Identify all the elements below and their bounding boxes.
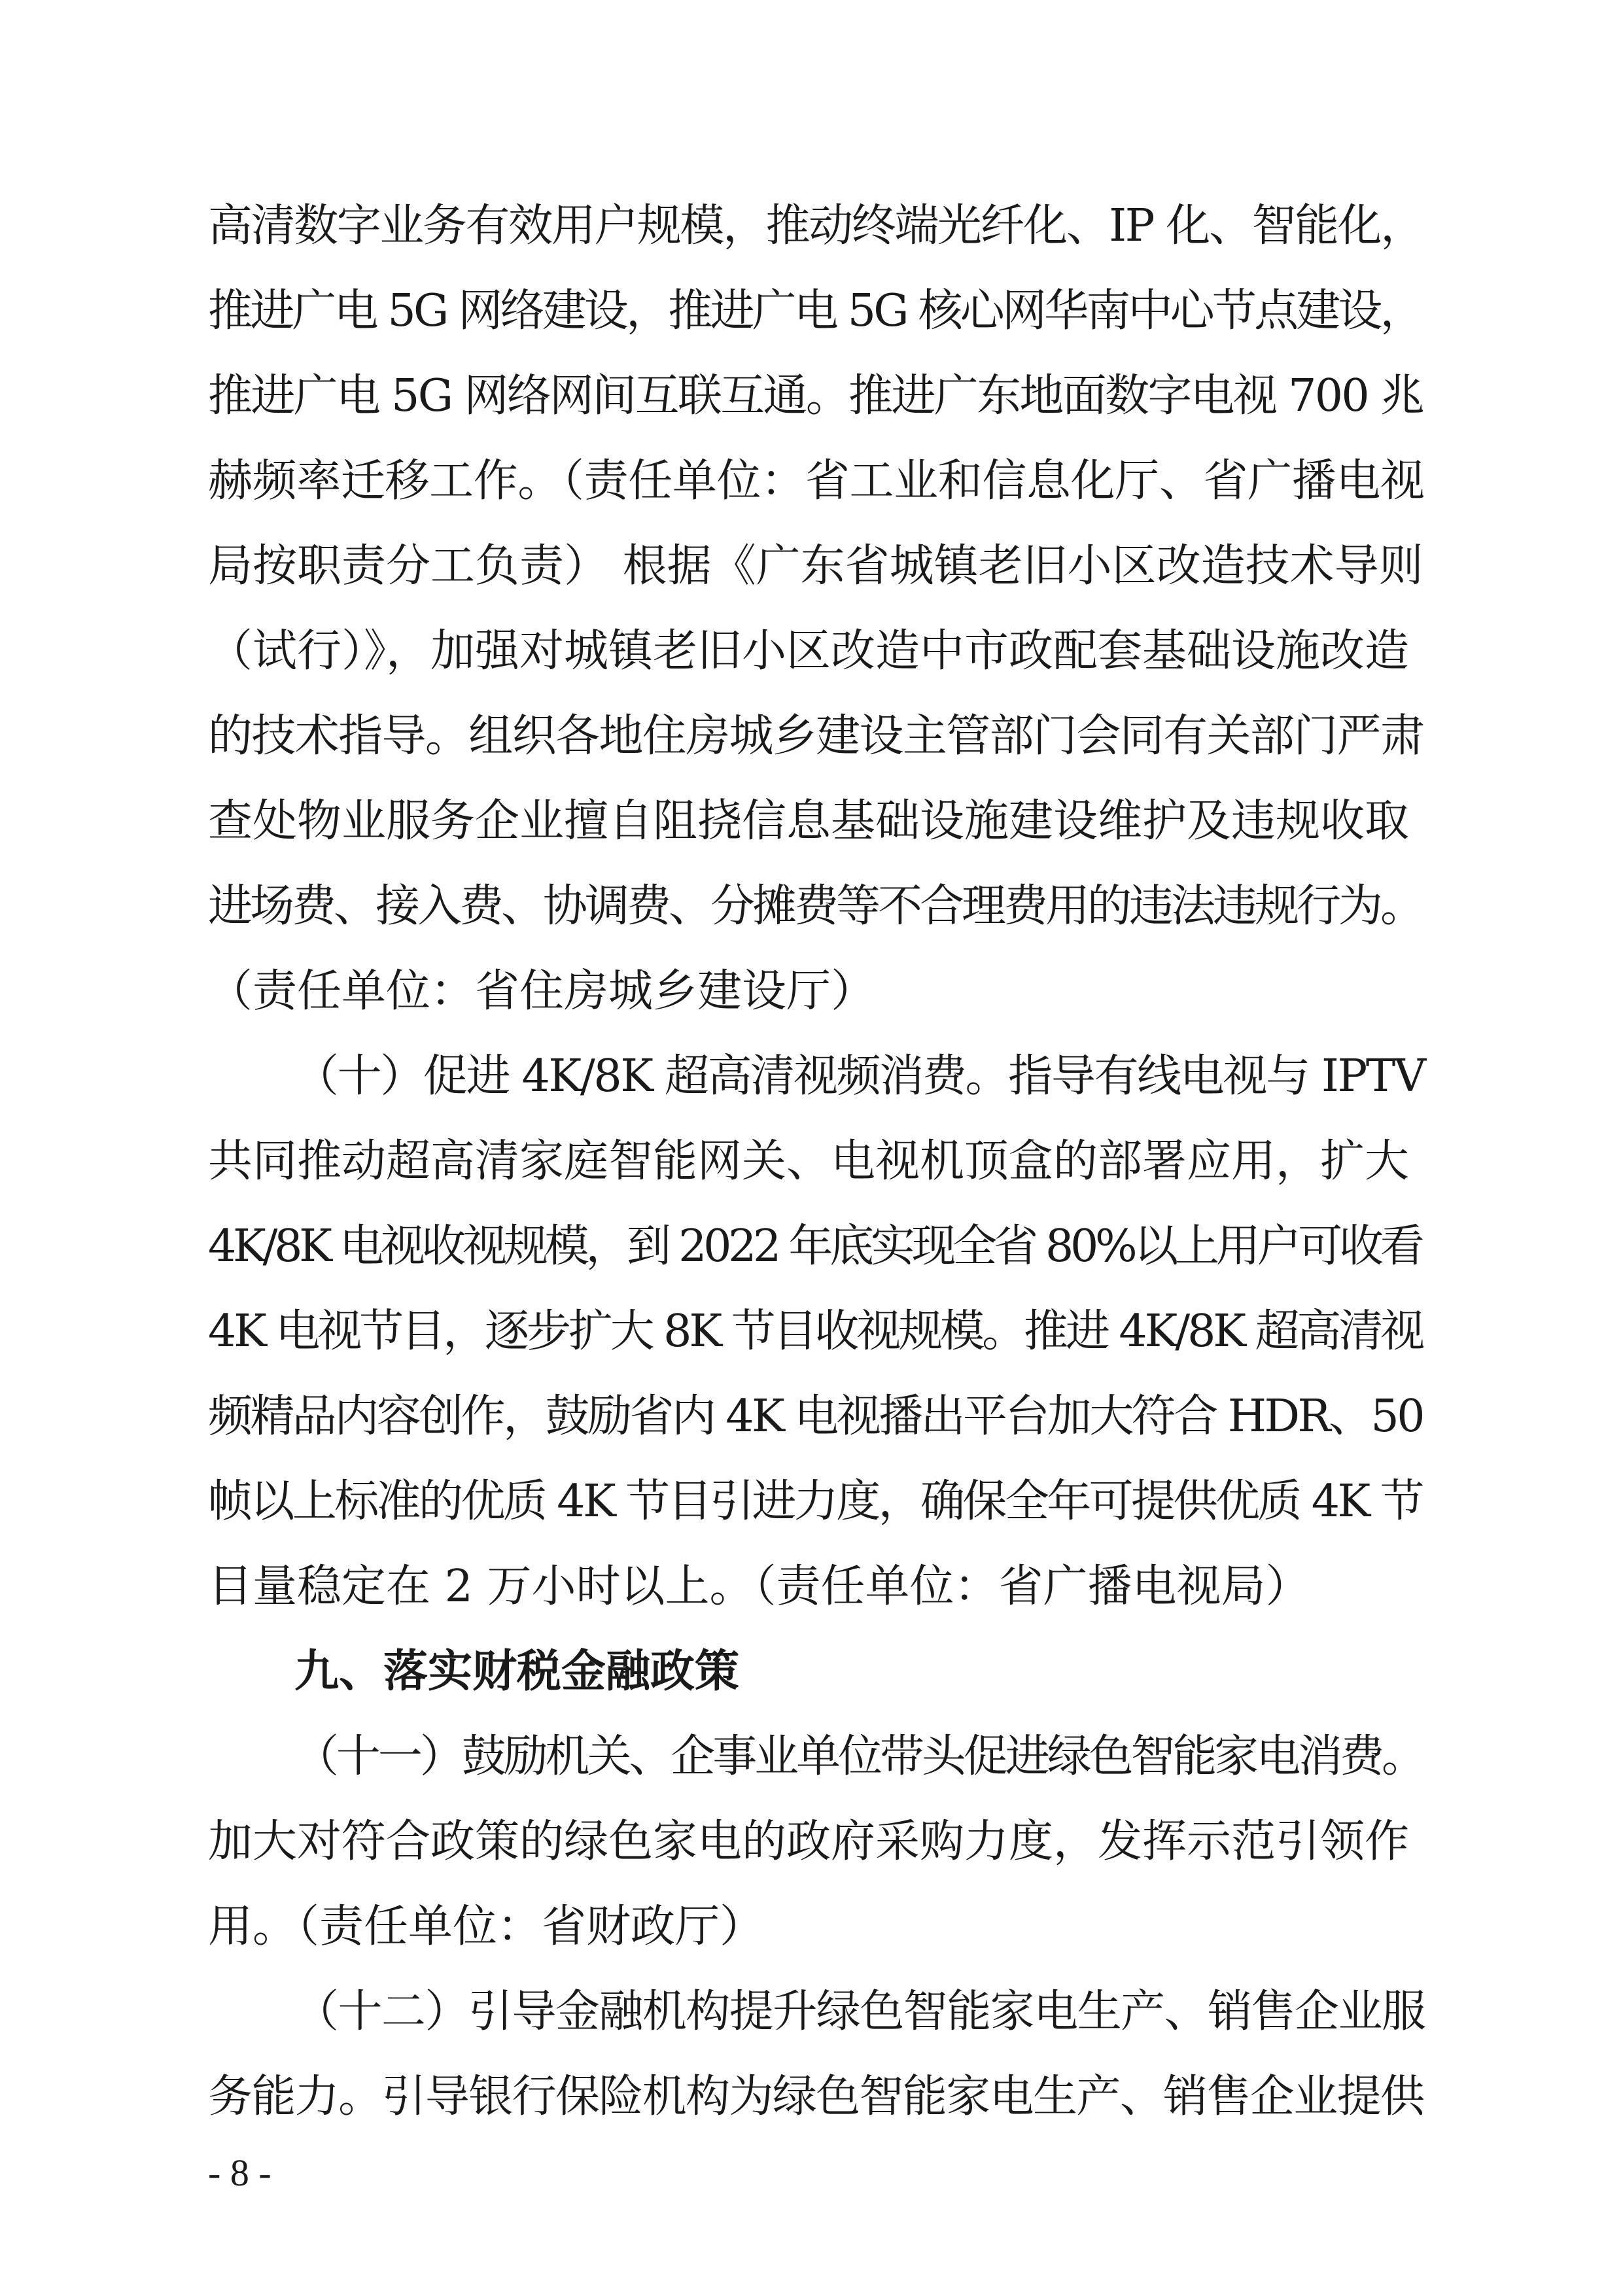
section-heading-10: （十）促进 4K/8K 超高清视频消费。指导有线电视与 IPTV xyxy=(294,1051,1425,1102)
section-heading-11: （十一）鼓励机关、企事业单位带头促进绿色智能家电消费。 xyxy=(294,1731,1423,1783)
text-line: 4K 电视节目，逐步扩大 8K 节目收视规模。推进 4K/8K 超高清视 xyxy=(208,1306,1423,1357)
page-number: - 8 - xyxy=(208,2151,271,2194)
text-line: 用。（责任单位：省财政厅） xyxy=(208,1901,765,1953)
text-line: 加大对符合政策的绿色家电的政府采购力度，发挥示范引领作 xyxy=(208,1816,1410,1868)
text-line: 赫频率迁移工作。（责任单位：省工业和信息化厅、省广播电视 xyxy=(208,455,1425,507)
text-line: 推进广电 5G 网络网间互联互通。推进广东地面数字电视 700 兆 xyxy=(208,370,1423,422)
text-line: 的技术指导。组织各地住房城乡建设主管部门会同有关部门严肃 xyxy=(208,710,1424,762)
text-line: 高清数字业务有效用户规模，推动终端光纤化、IP 化、智能化， xyxy=(208,200,1423,252)
text-line: 推进广电 5G 网络建设，推进广电 5G 核心网华南中心节点建设， xyxy=(208,285,1422,337)
text-line: （责任单位：省住房城乡建设厅） xyxy=(208,965,876,1017)
text-line: 4K/8K 电视收视规模，到 2022 年底实现全省 80%以上用户可收看 xyxy=(208,1221,1422,1272)
section-heading-12: （十二）引导金融机构提升绿色智能家电生产、销售企业服 xyxy=(294,1986,1425,2038)
text-line: 目量稳定在 2 万小时以上。（责任单位：省广播电视局） xyxy=(208,1561,1310,1612)
text-line: 务能力。引导银行保险机构为绿色智能家电生产、销售企业提供 xyxy=(208,2071,1424,2123)
text-line: 共同推动超高清家庭智能网关、电视机顶盒的部署应用，扩大 xyxy=(208,1136,1410,1187)
text-line: 查处物业服务企业擅自阻挠信息基础设施建设维护及违规收取 xyxy=(208,795,1410,847)
text-line: （试行）》，加强对城镇老旧小区改造中市政配套基础设施改造 xyxy=(208,625,1410,677)
text-line: 帧以上标准的优质 4K 节目引进力度，确保全年可提供优质 4K 节 xyxy=(208,1476,1422,1527)
text-line: 进场费、接入费、协调费、分摊费等不合理费用的违法违规行为。 xyxy=(208,880,1423,932)
text-line: 局按职责分工负责） 根据《广东省城镇老旧小区改造技术导则 xyxy=(208,540,1423,592)
text-line: 频精品内容创作，鼓励省内 4K 电视播出平台加大符合 HDR、50 xyxy=(208,1391,1423,1442)
chapter-heading: 九、落实财税金融政策 xyxy=(294,1646,740,1697)
